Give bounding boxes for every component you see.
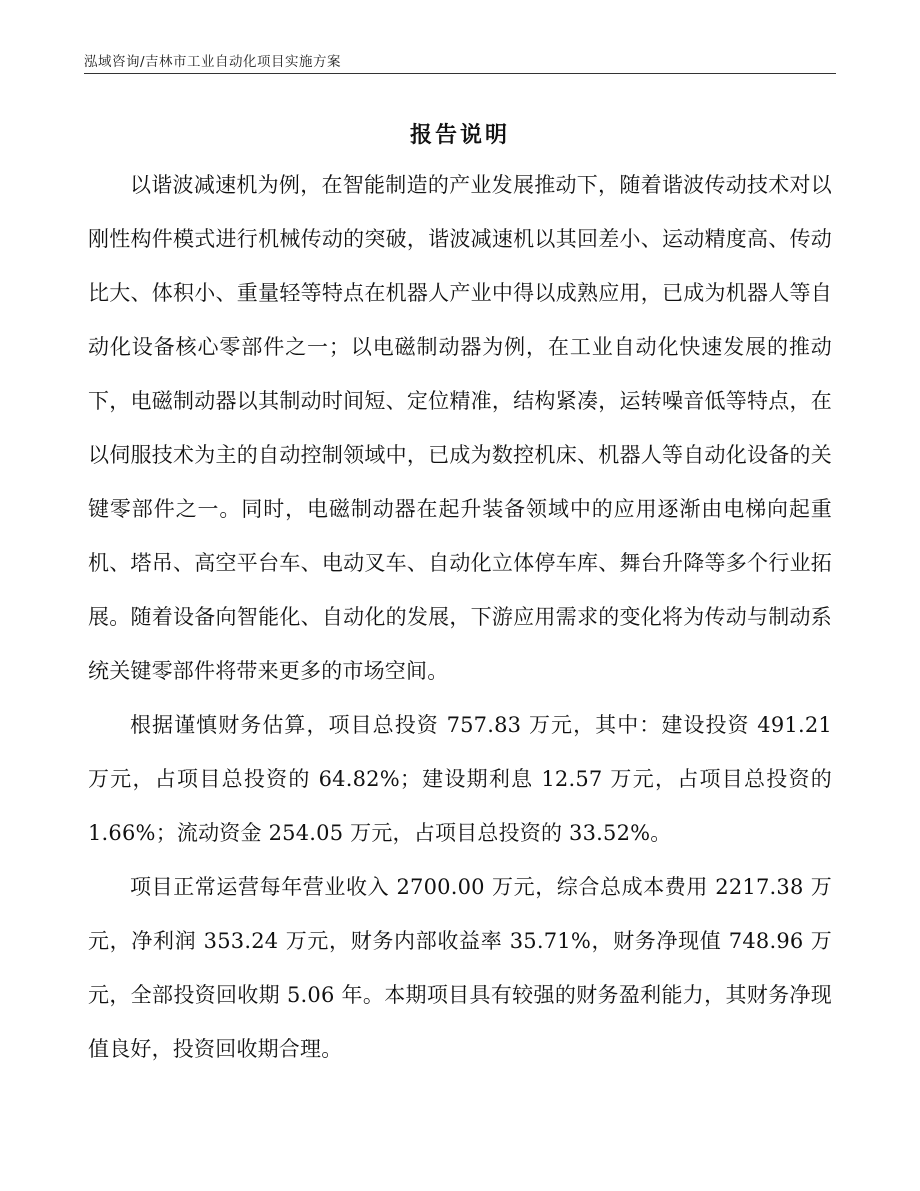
- paragraph-financials: 项目正常运营每年营业收入 2700.00 万元，综合总成本费用 2217.38 万元，净利润 353.24 万元，财务内部收益率 35.71%，财务净现值 748.96 万元，全部投资回收期 5.06 年。本期项目具有较强的财务盈利能力，其财务净现值良好，投资回收期合理。: [88, 875, 832, 1061]
- paragraph-intro: 以谐波减速机为例，在智能制造的产业发展推动下，随着谐波传动技术对以刚性构件模式进行机械传动的突破，谐波减速机以其回差小、运动精度高、传动比大、体积小、重量轻等特点在机器人产业中得以成熟应用，已成为机器人等自动化设备核心零部件之一；以电磁制动器为例，在工业自动化快速发展的推动下，电磁制动器以其制动时间短、定位精准，结构紧凑，运转噪音低等特点，在以伺服技术为主的自动控制领域中，已成为数控机床、机器人等自动化设备的关键零部件之一。同时，电磁制动器在起升装备领域中的应用逐渐由电梯向起重机、塔吊、高空平台车、电动叉车、自动化立体停车库、舞台升降等多个行业拓展。随着设备向智能化、自动化的发展，下游应用需求的变化将为传动与制动系统关键零部件将带来更多的市场空间。: [88, 173, 832, 683]
- body-text: [88, 158, 832, 1076]
- section-title: 报告说明: [409, 123, 510, 148]
- header-divider: [84, 73, 836, 74]
- paragraph-investment: 根据谨慎财务估算，项目总投资 757.83 万元，其中：建设投资 491.21 万元，占项目总投资的 64.82%；建设期利息 12.57 万元，占项目总投资的 1.66%；流动资金 254.05 万元，占项目总投资的 33.52%。: [88, 713, 832, 845]
- running-header: 泓域咨询/吉林市工业自动化项目实施方案: [84, 54, 342, 70]
